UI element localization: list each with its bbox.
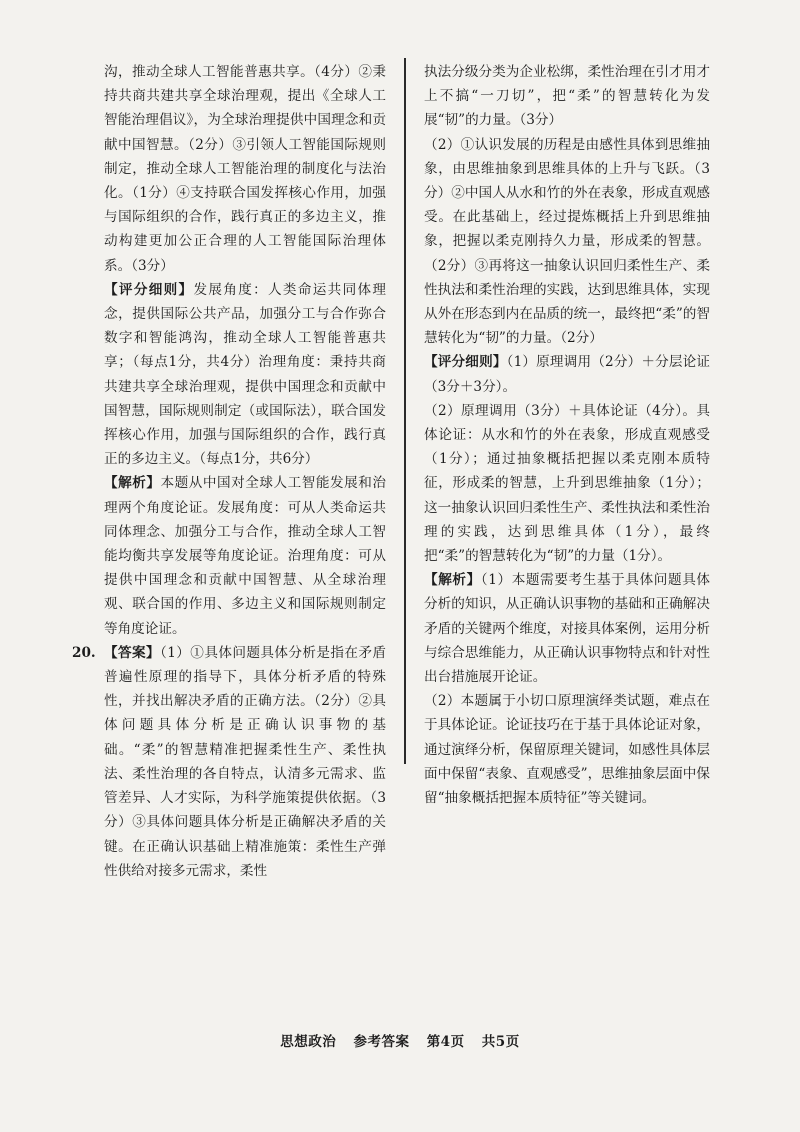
page-footer [0, 1030, 800, 1050]
scoring-rules-paragraph [424, 350, 710, 398]
left-column [72, 60, 387, 883]
scoring-rules-text: （1）原理调用（2分）＋分层论证（3分＋3分）。 [424, 354, 711, 395]
footer-page-number: 第4页 [426, 1034, 465, 1050]
scoring-rules-tag: 【评分细则】 [424, 354, 507, 371]
footer-total-pages: 共5页 [481, 1034, 520, 1050]
scoring-rules-tag: 【评分细则】 [104, 281, 194, 298]
scoring-rules-part-2: （2）原理调用（3分）＋具体论证（4分）。具体论证：从水和竹的外在表象，形成直观感受（1分）；通过抽象概括把握以柔克刚本质特征，形成柔的智慧，上升到思维抽象（1分）；这一抽象认识回归柔性生产、柔性执法和柔性治理的实践，达到思维具体（1分），最终把“柔”的智慧转化为“韧”的力量（1分）。 [424, 402, 710, 565]
analysis-paragraph [104, 471, 386, 640]
answer-tag: 【答案】 [104, 644, 161, 661]
analysis-text: 本题从中国对全球人工智能发展和治理两个角度论证。发展角度：可从人类命运共同体理念、加强分工与合作，推动全球人工智能均衡共享发展等角度论证。治理角度：可从提供中国理念和贡献中国智慧、从全球治理观、联合国的作用、多边主义和国际规则制定等角度论证。 [104, 475, 387, 637]
question-number: 20. [72, 644, 96, 661]
scoring-rules-paragraph [104, 278, 386, 472]
answer-part-2: （2）①认识发展的历程是由感性具体到思维抽象，由思维抽象到思维具体的上升与飞跃。（3分）②中国人从水和竹的外在表象，形成直观感受。在此基础上，经过提炼概括上升到思维抽象，把握以柔克刚持久力量，形成柔的智慧。（2分）③再将这一抽象认识回归柔性生产、柔性执法和柔性治理的实践，达到思维具体，实现从外在形态到内在品质的统一，最终把“柔”的智慧转化为“韧”的力量。（2分） [424, 136, 710, 347]
analysis-paragraph [424, 568, 710, 689]
scoring-rules-text: 发展角度：人类命运共同体理念，提供国际公共产品，加强分工与合作弥合数字和智能鸿沟，推动全球人工智能普惠共享；（每点1分，共4分）治理角度：秉持共商共建共享全球治理观，提供中国理念和贡献中国智慧，国际规则制定（或国际法），联合国发挥核心作用，加强与国际组织的合作，践行真正的多边主义。（每点1分，共6分） [104, 281, 386, 468]
analysis-tag: 【解析】 [104, 475, 161, 492]
answer-continuation: 执法分级分类为企业松绑，柔性治理在引才用才上不搞“一刀切”，把“柔”的智慧转化为发展“韧”的力量。（3分） [424, 64, 710, 129]
answer-text: （1）①具体问题具体分析是指在矛盾普遍性原理的指导下，具体分析矛盾的特殊性，并找出解决矛盾的正确方法。（2分）②具体问题具体分析是正确认识事物的基础。“柔”的智慧精准把握柔性生产、柔性执法、柔性治理的各自特点，认清多元需求、监管差异、人才实际，为科学施策提供依据。（3分）③具体问题具体分析是正确解决矛盾的关键。在正确认识基础上精准施策：柔性生产弹性供给对接多元需求，柔性 [104, 644, 386, 879]
right-column [424, 60, 710, 810]
analysis-text: （1）本题需要考生基于具体问题具体分析的知识，从正确认识事物的基础和正确解决矛盾的关键两个维度，对接具体案例，运用分析与综合思维能力，从正确认识事物特点和针对性出台措施展开论证。 [424, 572, 710, 686]
answer-paragraph: 沟，推动全球人工智能普惠共享。（4分）②秉持共商共建共享全球治理观，提出《全球人工智能治理倡议》，为全球治理提供中国理念和贡献中国智慧。（2分）③引领人工智能国际规则制定，推动全球人工智能治理的制度化与法治化。（1分）④支持联合国发挥核心作用，加强与国际组织的合作，践行真正的多边主义，推动构建更加公正合理的人工智能国际治理体系。（3分） [104, 64, 386, 274]
column-divider [404, 58, 406, 764]
question-20-answer [72, 641, 386, 883]
footer-subject: 思想政治 [280, 1034, 337, 1050]
footer-doc-title: 参考答案 [353, 1034, 410, 1050]
analysis-part-2: （2）本题属于小切口原理演绎类试题，难点在于具体论证。论证技巧在于基于具体论证对象，通过演绎分析，保留原理关键词，如感性具体层面中保留“表象、直观感受”，思维抽象层面中保留“抽象概括把握本质特征”等关键词。 [424, 693, 710, 807]
analysis-tag: 【解析】 [424, 572, 481, 589]
